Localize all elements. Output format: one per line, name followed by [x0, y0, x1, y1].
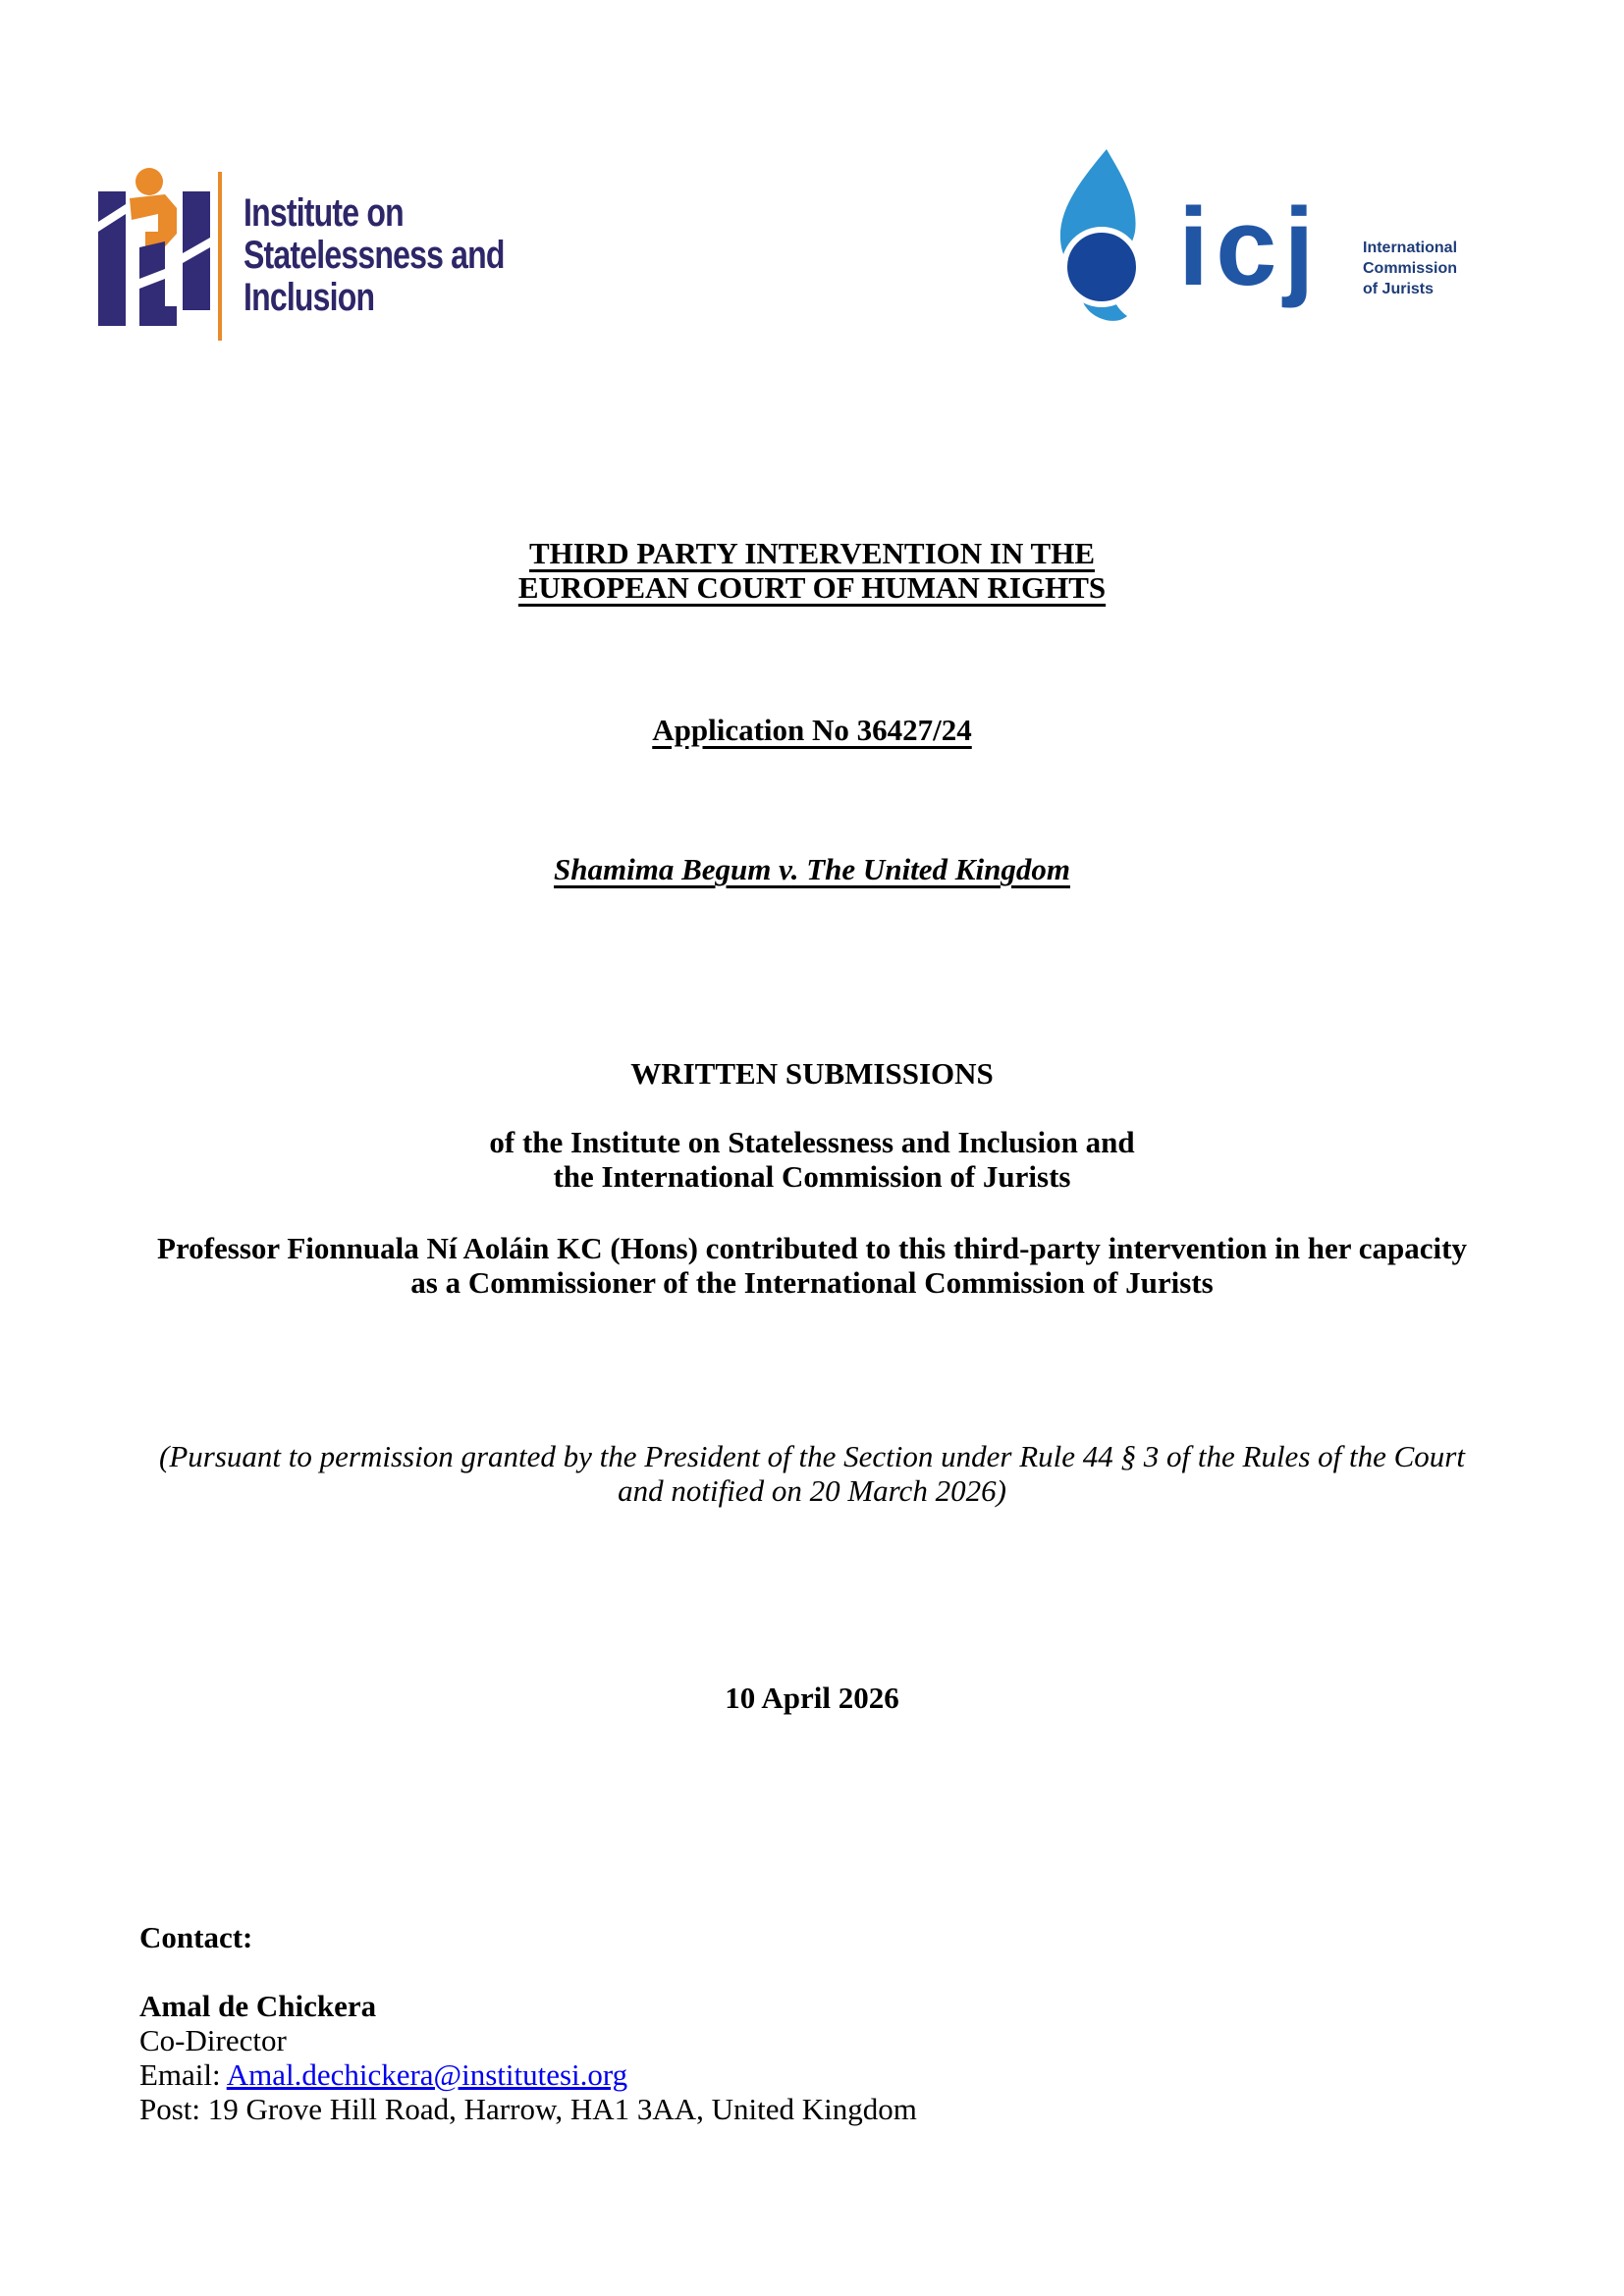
application-number [0, 713, 1624, 747]
permission-note [0, 1439, 1624, 1508]
document-title-line: THIRD PARTY INTERVENTION IN THE [528, 536, 1095, 570]
isi-logo-text [244, 192, 505, 319]
document-title-line: EUROPEAN COURT OF HUMAN RIGHTS [517, 570, 1107, 605]
contact-label: Contact: [139, 1920, 253, 1954]
case-name [0, 852, 1624, 886]
icj-logo-text [1363, 238, 1457, 299]
contributor-note-line: Professor Fionnuala Ní Aoláin KC (Hons) contributed to this third-party intervention in her capacity [157, 1231, 1467, 1265]
permission-note-line: and notified on 20 March 2026) [618, 1473, 1006, 1508]
contact-email-label: Email: [139, 2057, 221, 2092]
icj-flame-icon [1053, 149, 1168, 332]
contributor-note [0, 1231, 1624, 1300]
isi-logo-text-line: Statelessness and [244, 234, 505, 277]
contact-email-line [139, 2057, 917, 2092]
case-name-text: Shamima Begum v. The United Kingdom [554, 852, 1070, 886]
icj-logo [1053, 149, 1504, 336]
icj-wordmark: icj [1178, 186, 1322, 308]
contact-post-address: 19 Grove Hill Road, Harrow, HA1 3AA, United Kingdom [207, 2092, 917, 2126]
isi-logo-divider [218, 172, 222, 341]
submissions-by-line: of the Institute on Statelessness and Inclusion and [489, 1125, 1135, 1159]
contributor-note-line: as a Commissioner of the International Commission of Jurists [410, 1265, 1214, 1300]
submissions-by-line: the International Commission of Jurists [553, 1159, 1071, 1194]
isi-person-monogram-icon [96, 165, 224, 342]
isi-logo-text-line: Institute on [244, 191, 404, 235]
document-date: 10 April 2026 [725, 1681, 899, 1715]
isi-logo-text-line: Inclusion [244, 276, 375, 319]
contact-email-link[interactable]: Amal.dechickera@institutesi.org [226, 2057, 628, 2092]
isi-logo [96, 165, 558, 342]
contact-block [139, 1989, 917, 2126]
icj-logo-text-line: International [1363, 240, 1458, 256]
contact-post-label: Post: [139, 2092, 201, 2126]
permission-note-line: (Pursuant to permission granted by the President of the Section under Rule 44 § 3 of the Rules of the Court [159, 1439, 1465, 1473]
submissions-heading: WRITTEN SUBMISSIONS [630, 1056, 994, 1091]
contact-role: Co-Director [139, 2023, 287, 2057]
contact-post-line [139, 2092, 917, 2126]
icj-logo-text-line: of Jurists [1363, 281, 1435, 297]
application-number-text: Application No 36427/24 [652, 713, 972, 747]
submissions-by [0, 1125, 1624, 1194]
contact-name: Amal de Chickera [139, 1989, 377, 2023]
icj-logo-text-line: Commission [1363, 260, 1458, 277]
document-title [0, 536, 1624, 605]
